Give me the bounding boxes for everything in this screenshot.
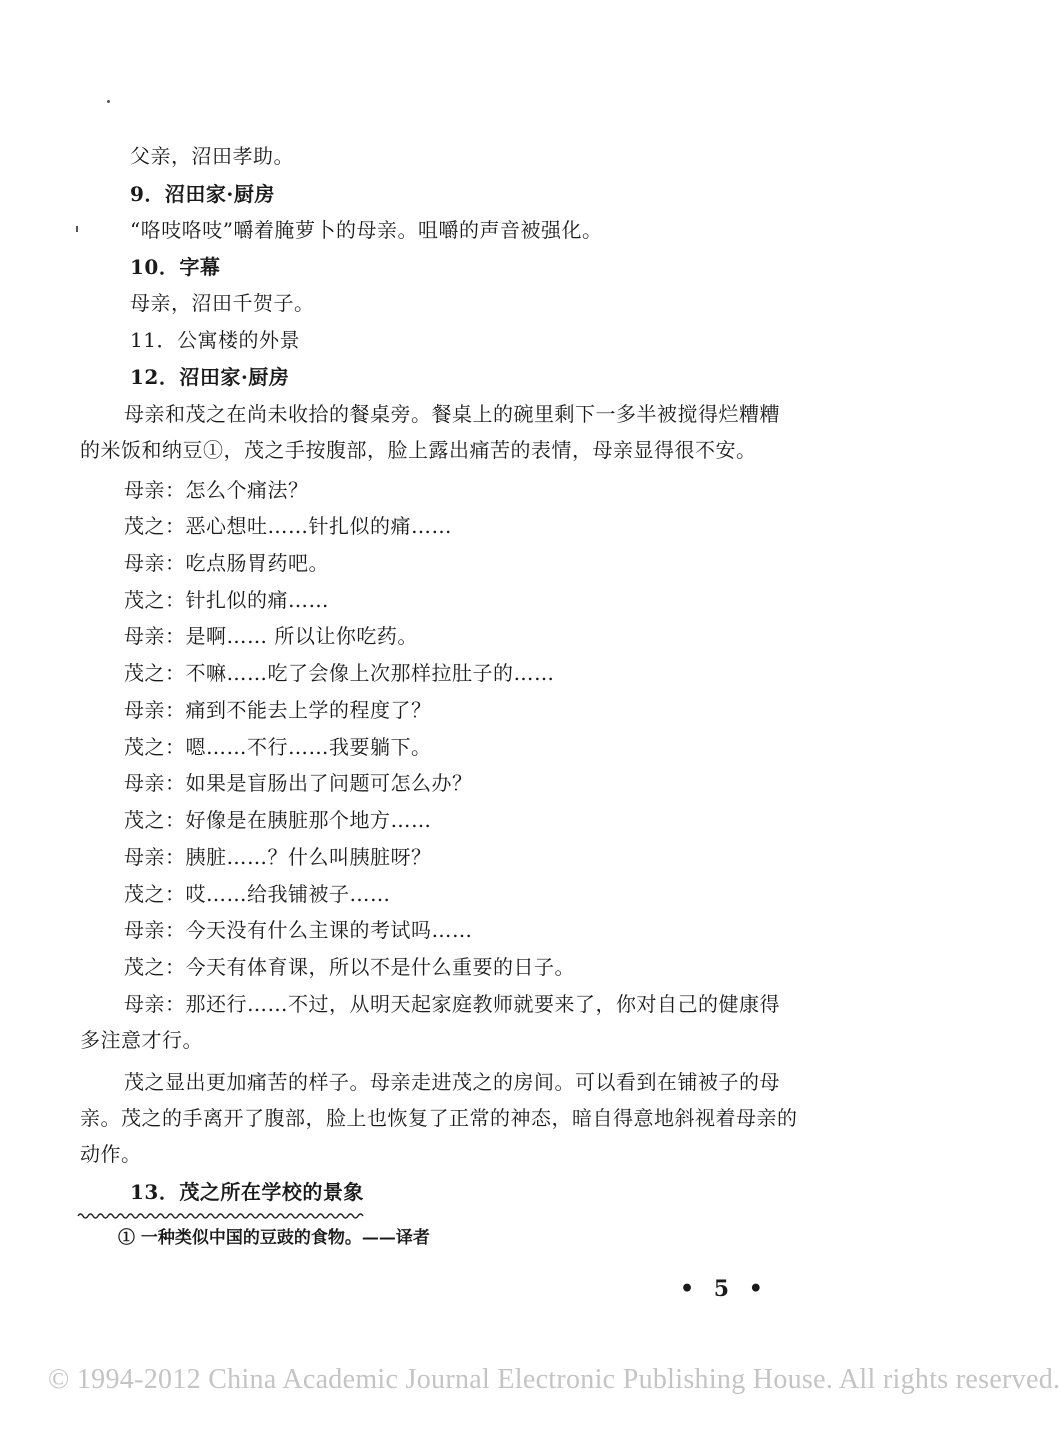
scene-heading-13: 13．茂之所在学校的景象 <box>130 1180 364 1204</box>
scene-heading-9: 9．沼田家·厨房 <box>130 182 275 206</box>
paragraph-pretend-pain: 茂之显出更加痛苦的样子。母亲走进茂之的房间。可以看到在铺被子的母亲。茂之的手离开了腹部，脸上也恢复了正常的神态，暗自得意地斜视着母亲的动作。 <box>80 1070 798 1166</box>
text-line-mother: 母亲，沼田千贺子。 <box>130 291 315 315</box>
page-number: • 5 • <box>680 1276 769 1302</box>
scan-speck <box>107 100 110 103</box>
dialogue-line: 茂之：今天有体育课，所以不是什么重要的日子。 <box>124 955 575 979</box>
paragraph-mother-health: 母亲：那还行……不过，从明天起家庭教师就要来了，你对自己的健康得多注意才行。 <box>80 992 780 1052</box>
footnote-natto: ① 一种类似中国的豆豉的食物。——译者 <box>118 1228 430 1248</box>
footnote-wavy-rule <box>78 1212 363 1220</box>
scan-speck <box>76 226 78 232</box>
dialogue-line: 母亲：今天没有什么主课的考试吗…… <box>124 918 473 942</box>
dialogue-line: 茂之：哎……给我铺被子…… <box>124 882 391 906</box>
dialogue-line: 茂之：好像是在胰脏那个地方…… <box>124 808 432 832</box>
dialogue-line: 母亲：吃点肠胃药吧。 <box>124 551 329 575</box>
scene-heading-11: 11．公寓楼的外景 <box>130 328 300 352</box>
dialogue-line: 母亲：怎么个痛法？ <box>124 478 309 502</box>
paragraph-table-scene: 母亲和茂之在尚未收拾的餐桌旁。餐桌上的碗里剩下一多半被搅得烂糟糟的米饭和纳豆①，茂之手按腹部，脸上露出痛苦的表情，母亲显得很不安。 <box>80 402 780 462</box>
dialogue-line: 茂之：针扎似的痛…… <box>124 588 329 612</box>
dialogue-line: 母亲：胰脏……？什么叫胰脏呀？ <box>124 845 432 869</box>
scene-heading-10: 10．字幕 <box>130 255 221 279</box>
text-line-father: 父亲，沼田孝助。 <box>130 144 294 168</box>
dialogue-line: 茂之：不嘛……吃了会像上次那样拉肚子的…… <box>124 661 555 685</box>
dialogue-line: 母亲：是啊…… 所以让你吃药。 <box>124 624 418 648</box>
dialogue-line: 母亲：痛到不能去上学的程度了？ <box>124 698 432 722</box>
dialogue-line: 母亲：如果是盲肠出了问题可怎么办？ <box>124 771 473 795</box>
copyright-watermark: © 1994-2012 China Academic Journal Electronic Publishing House. All rights reserved. <box>48 1364 1060 1395</box>
text-line-chewing: “咯吱咯吱”嚼着腌萝卜的母亲。咀嚼的声音被强化。 <box>130 218 603 242</box>
dialogue-line: 茂之：恶心想吐……针扎似的痛…… <box>124 514 452 538</box>
dialogue-line: 茂之：嗯……不行……我要躺下。 <box>124 735 432 759</box>
scene-heading-12: 12．沼田家·厨房 <box>130 365 290 389</box>
